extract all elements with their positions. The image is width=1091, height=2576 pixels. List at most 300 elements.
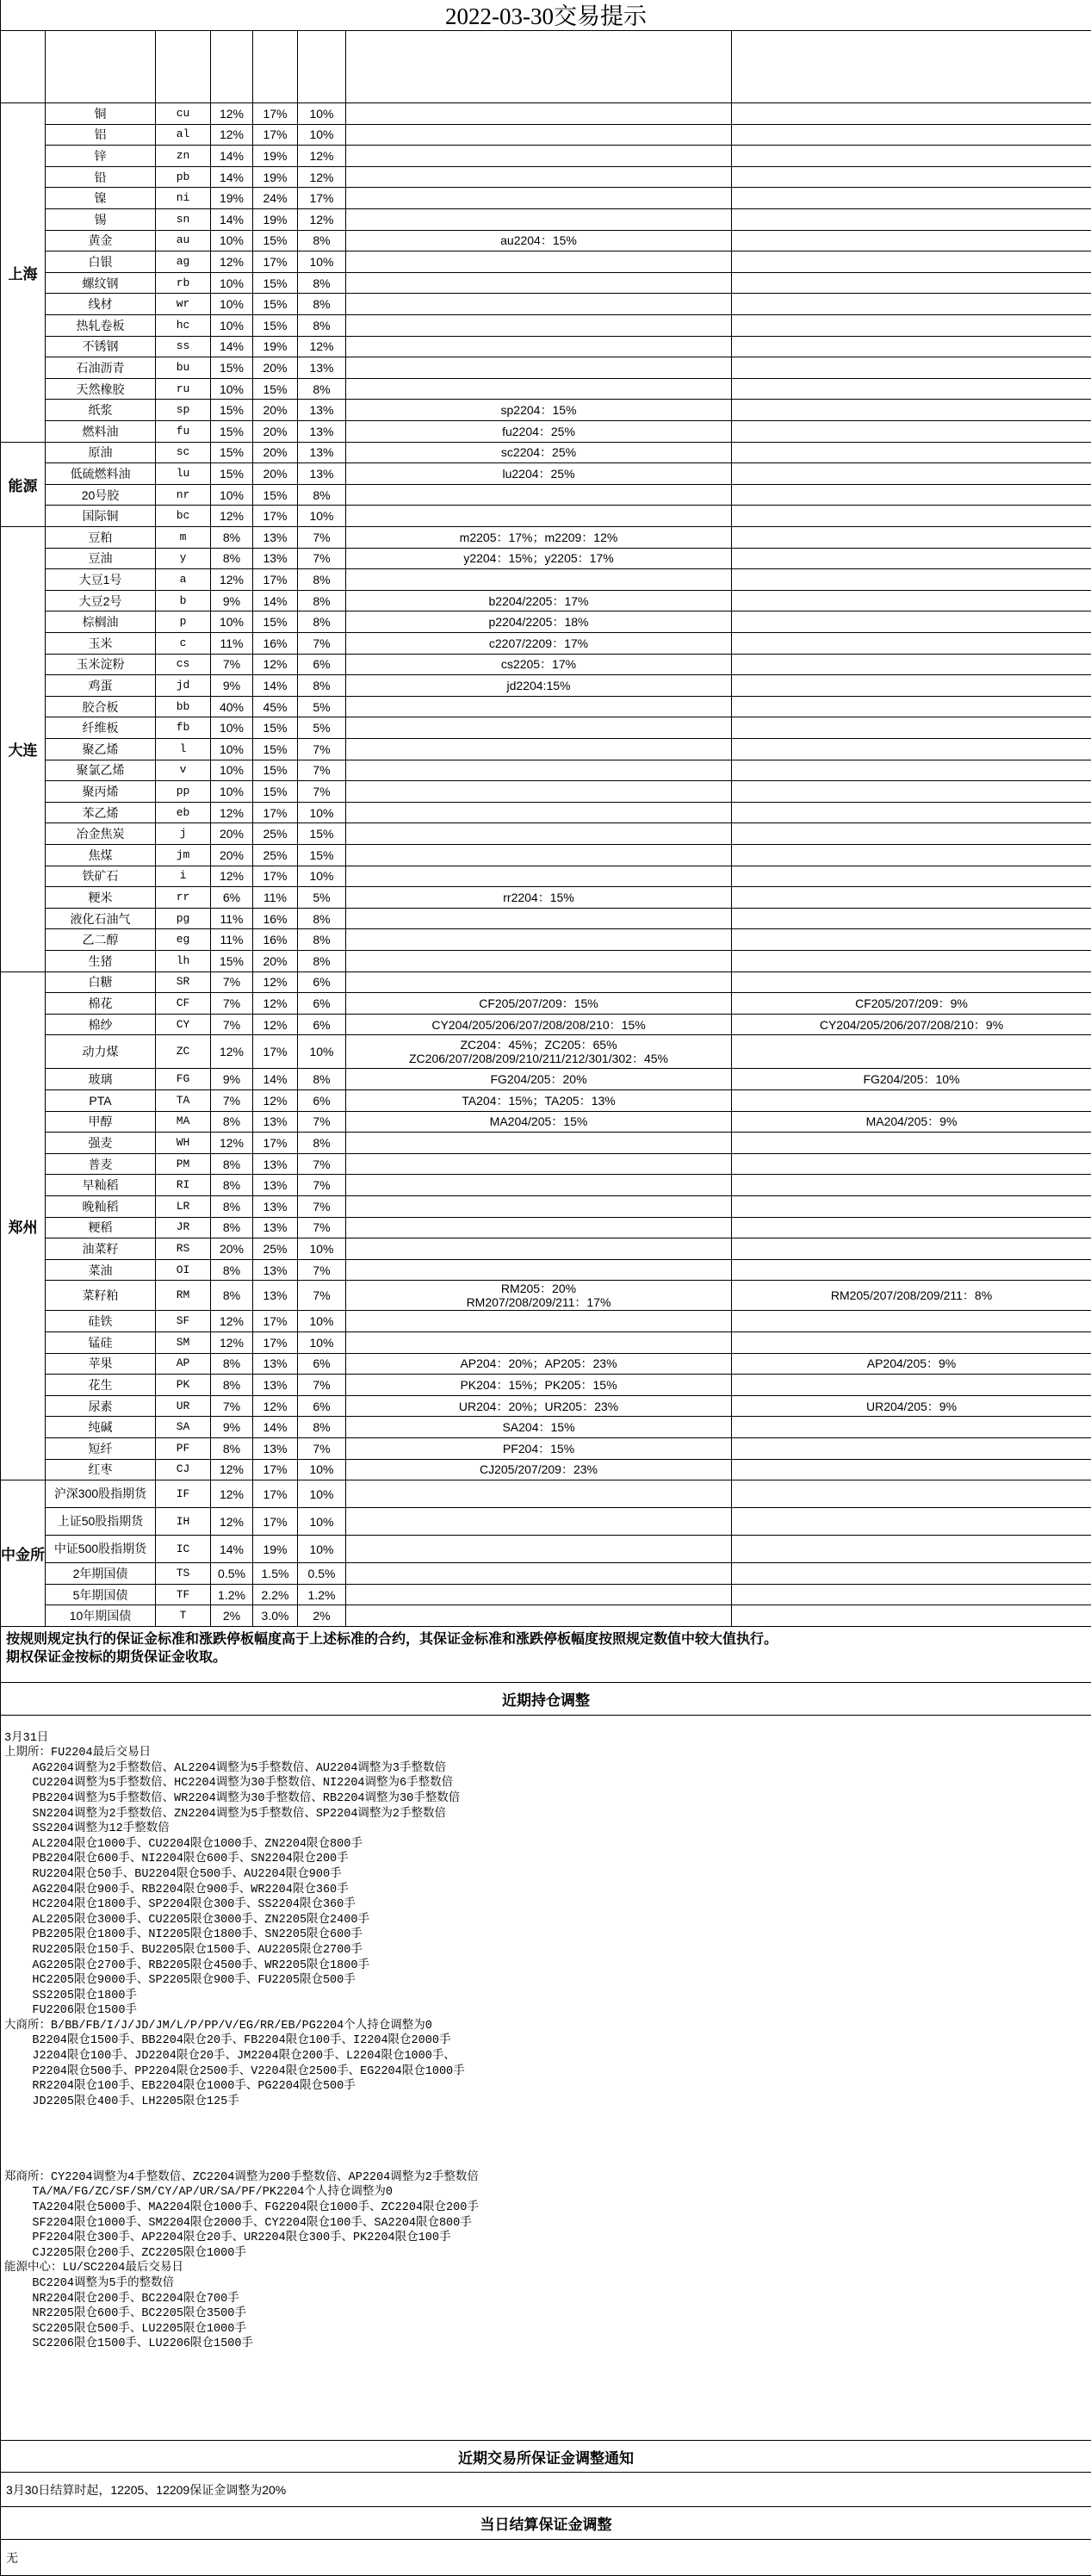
contract-name: 液化石油气 — [46, 909, 156, 930]
adjusted-limit — [732, 1133, 1091, 1154]
exchange-margin: 12% — [211, 569, 253, 591]
limit-range: 6% — [298, 1396, 346, 1418]
contract-code: cs — [156, 655, 211, 676]
exchange-margin: 7% — [211, 1090, 253, 1112]
exchange-margin: 10% — [211, 294, 253, 315]
adjusted-limit — [732, 357, 1091, 379]
position-line: SC2206限仓1500手、LU2206限仓1500手 — [4, 2337, 253, 2351]
adjusted-margin — [346, 781, 732, 803]
contract-name: 晚籼稻 — [46, 1196, 156, 1218]
contract-code: WH — [156, 1133, 211, 1154]
adjusted-limit — [732, 887, 1091, 909]
exchange-margin: 12% — [211, 866, 253, 888]
note-line: 期权保证金按标的期货保证金收取。 — [6, 1650, 227, 1665]
contract-name: 乙二醇 — [46, 929, 156, 951]
limit-range: 8% — [298, 909, 346, 930]
limit-range: 10% — [298, 1480, 346, 1508]
limit-range: 8% — [298, 929, 346, 951]
contract-name: 线材 — [46, 294, 156, 315]
company-margin: 15% — [253, 231, 298, 252]
contract-code: nr — [156, 485, 211, 506]
company-margin: 17% — [253, 1460, 298, 1481]
exchange-margin: 8% — [211, 1218, 253, 1239]
limit-range: 10% — [298, 1035, 346, 1069]
exchange-margin: 0.5% — [211, 1563, 253, 1585]
adjusted-limit — [732, 549, 1091, 570]
adjusted-limit — [732, 1508, 1091, 1536]
contract-code: PK — [156, 1375, 211, 1396]
company-margin: 19% — [253, 167, 298, 189]
limit-range: 8% — [298, 569, 346, 591]
adjusted-margin: p2204/2205：18% — [346, 611, 732, 633]
adjusted-margin: c2207/2209：17% — [346, 633, 732, 655]
company-margin: 12% — [253, 1396, 298, 1418]
contract-name: 锰硅 — [46, 1332, 156, 1354]
position-line: NR2205限仓600手、BC2205限仓3500手 — [4, 2307, 246, 2321]
company-margin: 11% — [253, 887, 298, 909]
adjusted-margin: jd2204:15% — [346, 675, 732, 697]
exchange-margin: 10% — [211, 231, 253, 252]
contract-name: 5年期国债 — [46, 1585, 156, 1606]
limit-range: 12% — [298, 167, 346, 189]
contract-code: y — [156, 549, 211, 570]
contract-code: l — [156, 739, 211, 760]
exchange-margin: 6% — [211, 887, 253, 909]
company-margin: 13% — [253, 1281, 298, 1311]
company-margin: 12% — [253, 993, 298, 1015]
position-line: P2204限仓500手、PP2204限仓2500手、V2204限仓2500手、EG2204限仓1000手 — [4, 2064, 465, 2078]
exchange-margin: 8% — [211, 1260, 253, 1282]
exchange-margin: 10% — [211, 760, 253, 782]
adjusted-margin — [346, 1585, 732, 1606]
exchange-margin: 12% — [211, 1508, 253, 1536]
adjusted-limit — [732, 845, 1091, 866]
contract-code: fu — [156, 421, 211, 443]
contract-name: 生猪 — [46, 951, 156, 972]
contract-code: lh — [156, 951, 211, 972]
limit-range: 7% — [298, 527, 346, 549]
contract-name-header — [46, 31, 156, 103]
company-margin: 1.5% — [253, 1563, 298, 1585]
adjusted-limit — [732, 1417, 1091, 1438]
position-line: B2204限仓1500手、BB2204限仓20手、FB2204限仓100手、I2204限仓2000手 — [4, 2034, 451, 2048]
exchange-header-cell — [1, 31, 46, 103]
adjusted-margin — [346, 251, 732, 273]
position-line: PB2205限仓1800手、NI2205限仓1800手、SN2205限仓600手 — [4, 1928, 363, 1942]
adjusted-margin: AP204：20%；AP205：23% — [346, 1354, 732, 1375]
contract-code: pb — [156, 167, 211, 189]
company-margin: 14% — [253, 591, 298, 612]
company-margin: 17% — [253, 103, 298, 125]
position-line: J2204限仓100手、JD2204限仓20手、JM2204限仓200手、L2204限仓1000手、 — [4, 2050, 456, 2064]
adjusted-limit — [732, 231, 1091, 252]
position-line: AL2204限仓1000手、CU2204限仓1000手、ZN2204限仓800手 — [4, 1837, 363, 1851]
limit-range: 10% — [298, 506, 346, 527]
contract-code: j — [156, 823, 211, 845]
contract-code: wr — [156, 294, 211, 315]
adjusted-limit — [732, 400, 1091, 421]
contract-code: bb — [156, 697, 211, 718]
company-margin: 15% — [253, 294, 298, 315]
position-adjust-title: 近期持仓调整 — [1, 1683, 1091, 1716]
exchange-margin: 8% — [211, 1175, 253, 1196]
adjusted-limit: MA204/205：9% — [732, 1112, 1091, 1133]
contract-code: LR — [156, 1196, 211, 1218]
exchange-margin: 9% — [211, 675, 253, 697]
adjusted-margin — [346, 866, 732, 888]
adjustment-line: ZC204：45%；ZC205：65% — [460, 1038, 617, 1052]
contract-name: 棉花 — [46, 993, 156, 1015]
adjusted-limit: CY204/205/206/207/208/210：9% — [732, 1015, 1091, 1036]
contract-name: 白糖 — [46, 972, 156, 994]
adjusted-margin: sc2204：25% — [346, 443, 732, 464]
adjusted-limit — [732, 569, 1091, 591]
limit-range: 7% — [298, 549, 346, 570]
contract-code: PM — [156, 1154, 211, 1176]
exchange-margin: 7% — [211, 972, 253, 994]
exchange-margin: 12% — [211, 1480, 253, 1508]
limit-range: 7% — [298, 633, 346, 655]
contract-name: 棉纱 — [46, 1015, 156, 1036]
company-margin: 20% — [253, 357, 298, 379]
adjusted-limit — [732, 1175, 1091, 1196]
contract-code: i — [156, 866, 211, 888]
limit-range: 10% — [298, 1536, 346, 1563]
limit-range: 13% — [298, 357, 346, 379]
position-line — [4, 2140, 1091, 2156]
company-margin: 24% — [253, 188, 298, 209]
contract-code: eb — [156, 803, 211, 824]
adjustment-line: RM205：20% — [500, 1282, 577, 1296]
adjusted-margin — [346, 167, 732, 189]
company-margin: 13% — [253, 1260, 298, 1282]
exchange-margin: 2% — [211, 1605, 253, 1627]
contract-code: rr — [156, 887, 211, 909]
adjusted-limit — [732, 146, 1091, 167]
adjusted-margin — [346, 717, 732, 739]
limit-range: 15% — [298, 845, 346, 866]
exchange-margin: 15% — [211, 463, 253, 485]
limit-range: 8% — [298, 1133, 346, 1154]
adjusted-limit — [732, 1260, 1091, 1282]
company-margin: 14% — [253, 675, 298, 697]
adjusted-margin: MA204/205：15% — [346, 1112, 732, 1133]
adjusted-limit — [732, 506, 1091, 527]
contract-code: bc — [156, 506, 211, 527]
contract-code: fb — [156, 717, 211, 739]
adjusted-margin: m2205：17%；m2209：12% — [346, 527, 732, 549]
adjusted-limit — [732, 209, 1091, 231]
position-line: RU2205限仓150手、BU2205限仓1500手、AU2205限仓2700手 — [4, 1943, 363, 1957]
company-margin: 15% — [253, 781, 298, 803]
position-line: FU2206限仓1500手 — [4, 2004, 137, 2018]
contract-name: 黄金 — [46, 231, 156, 252]
adjusted-margin — [346, 1332, 732, 1354]
position-line — [4, 2109, 1091, 2125]
adjusted-limit — [732, 972, 1091, 994]
contract-name: 铜 — [46, 103, 156, 125]
adjusted-margin: fu2204：25% — [346, 421, 732, 443]
exchange-margin: 20% — [211, 1238, 253, 1260]
limit-range: 7% — [298, 739, 346, 760]
limit-range: 0.5% — [298, 1563, 346, 1585]
adjusted-limit — [732, 1218, 1091, 1239]
company-margin: 16% — [253, 929, 298, 951]
position-line: HC2204限仓1800手、SP2204限仓300手、SS2204限仓360手 — [4, 1898, 356, 1912]
limit-range: 6% — [298, 993, 346, 1015]
adjusted-limit — [732, 1460, 1091, 1481]
company-margin: 20% — [253, 443, 298, 464]
company-margin: 17% — [253, 1311, 298, 1332]
exchange-margin: 8% — [211, 1375, 253, 1396]
contract-code: SA — [156, 1417, 211, 1438]
contract-name: 20号胶 — [46, 485, 156, 506]
adjusted-margin — [346, 1238, 732, 1260]
limit-range: 12% — [298, 337, 346, 358]
contract-code: rb — [156, 273, 211, 295]
limit-range: 10% — [298, 803, 346, 824]
adjusted-margin: rr2204：15% — [346, 887, 732, 909]
company-margin: 17% — [253, 803, 298, 824]
adjusted-limit — [732, 1090, 1091, 1112]
adjusted-margin: au2204：15% — [346, 231, 732, 252]
position-line — [4, 1716, 1091, 1731]
contract-name: 早籼稻 — [46, 1175, 156, 1196]
limit-range: 8% — [298, 1417, 346, 1438]
position-line — [4, 2155, 1091, 2170]
contract-code: IC — [156, 1536, 211, 1563]
contract-code: ru — [156, 379, 211, 400]
adjusted-limit — [732, 909, 1091, 930]
adjusted-limit — [732, 1311, 1091, 1332]
contract-name: 大豆2号 — [46, 591, 156, 612]
contract-name: 燃料油 — [46, 421, 156, 443]
limit-range: 8% — [298, 1069, 346, 1090]
limit-range: 7% — [298, 1260, 346, 1282]
company-margin: 19% — [253, 146, 298, 167]
margin-notice-text: 3月30日结算时起，12205、12209保证金调整为20% — [1, 2473, 1091, 2507]
exchange-margin: 14% — [211, 209, 253, 231]
position-line: RR2204限仓100手、EB2204限仓1000手、PG2204限仓500手 — [4, 2080, 356, 2094]
exchange-margin: 20% — [211, 845, 253, 866]
position-line: PF2204限仓300手、AP2204限仓20手、UR2204限仓300手、PK2204限仓100手 — [4, 2231, 451, 2245]
adjusted-margin — [346, 1035, 732, 1069]
adjusted-margin — [346, 209, 732, 231]
company-margin: 15% — [253, 739, 298, 760]
adjusted-limit — [732, 1438, 1091, 1460]
adjusted-limit — [732, 125, 1091, 146]
contract-code: TF — [156, 1585, 211, 1606]
position-adjust-body — [1, 1716, 1091, 2441]
limit-range: 10% — [298, 866, 346, 888]
page-title: 2022-03-30交易提示 — [1, 0, 1091, 31]
exchange-name: 郑州 — [1, 972, 46, 1481]
contract-name: 短纤 — [46, 1438, 156, 1460]
exchange-margin: 15% — [211, 951, 253, 972]
adjusted-margin: FG204/205：20% — [346, 1069, 732, 1090]
adjusted-margin — [346, 146, 732, 167]
exchange-margin: 14% — [211, 167, 253, 189]
adjusted-limit — [732, 951, 1091, 972]
position-line: AG2204限仓900手、RB2204限仓900手、WR2204限仓360手 — [4, 1883, 349, 1896]
limit-range: 8% — [298, 379, 346, 400]
adjusted-limit — [732, 1605, 1091, 1627]
limit-range: 10% — [298, 1311, 346, 1332]
contract-code: sp — [156, 400, 211, 421]
adjusted-limit — [732, 823, 1091, 845]
contract-name: 上证50股指期货 — [46, 1508, 156, 1536]
adjusted-margin — [346, 1480, 732, 1508]
company-margin: 12% — [253, 972, 298, 994]
adjusted-limit — [732, 379, 1091, 400]
exchange-margin: 12% — [211, 1460, 253, 1481]
exchange-margin: 20% — [211, 823, 253, 845]
company-margin: 13% — [253, 549, 298, 570]
adjusted-limit — [732, 1154, 1091, 1176]
adjusted-margin — [346, 845, 732, 866]
adjusted-limit — [732, 1563, 1091, 1585]
contract-code: IF — [156, 1480, 211, 1508]
adjusted-margin — [346, 273, 732, 295]
company-margin: 13% — [253, 1175, 298, 1196]
contract-name: 2年期国债 — [46, 1563, 156, 1585]
contract-name: 石油沥青 — [46, 357, 156, 379]
company-margin: 13% — [253, 527, 298, 549]
position-line: HC2205限仓9000手、SP2205限仓900手、FU2205限仓500手 — [4, 1974, 356, 1988]
limit-range-header — [298, 31, 346, 103]
adjusted-limit — [732, 633, 1091, 655]
adjusted-limit — [732, 611, 1091, 633]
contract-name: 焦煤 — [46, 845, 156, 866]
limit-range: 8% — [298, 315, 346, 337]
adjusted-limit — [732, 655, 1091, 676]
adjusted-margin: CF205/207/209：15% — [346, 993, 732, 1015]
position-line: TA2204限仓5000手、MA2204限仓1000手、FG2204限仓1000手、ZC2204限仓200手 — [4, 2201, 479, 2214]
company-margin: 14% — [253, 1069, 298, 1090]
adjusted-margin — [346, 337, 732, 358]
contract-name: 玉米淀粉 — [46, 655, 156, 676]
contract-name: 低硫燃料油 — [46, 463, 156, 485]
company-margin: 20% — [253, 421, 298, 443]
adjusted-margin — [346, 485, 732, 506]
limit-range: 10% — [298, 125, 346, 146]
position-line — [4, 2125, 1091, 2140]
exchange-margin: 15% — [211, 400, 253, 421]
exchange-margin: 8% — [211, 1154, 253, 1176]
exchange-margin: 9% — [211, 1069, 253, 1090]
exchange-margin: 12% — [211, 506, 253, 527]
contract-name: 玻璃 — [46, 1069, 156, 1090]
contract-code: au — [156, 231, 211, 252]
adjusted-margin: b2204/2205：17% — [346, 591, 732, 612]
exchange-margin: 10% — [211, 273, 253, 295]
exchange-margin: 8% — [211, 1112, 253, 1133]
contract-name: 纯碱 — [46, 1417, 156, 1438]
contract-code: a — [156, 569, 211, 591]
contract-code: pg — [156, 909, 211, 930]
exchange-margin: 12% — [211, 1035, 253, 1069]
contract-name: 中证500股指期货 — [46, 1536, 156, 1563]
contract-name: 豆粕 — [46, 527, 156, 549]
contract-code: TS — [156, 1563, 211, 1585]
limit-range: 1.2% — [298, 1585, 346, 1606]
adjusted-limit — [732, 103, 1091, 125]
contract-name: 棕榈油 — [46, 611, 156, 633]
adjusted-limit — [732, 1035, 1091, 1069]
contract-name: 纤维板 — [46, 717, 156, 739]
limit-range: 7% — [298, 781, 346, 803]
company-margin: 17% — [253, 1035, 298, 1069]
adjusted-margin: CY204/205/206/207/208/208/210：15% — [346, 1015, 732, 1036]
adjusted-margin — [346, 103, 732, 125]
position-line: BC2204调整为5手的整数倍 — [4, 2276, 175, 2290]
adjusted-margin — [346, 803, 732, 824]
position-line: CU2204调整为5手整数倍、HC2204调整为30手整数倍、NI2204调整为6手整数倍 — [4, 1777, 454, 1791]
contract-code: m — [156, 527, 211, 549]
adjusted-margin — [346, 760, 732, 782]
company-margin: 16% — [253, 909, 298, 930]
exchange-margin: 15% — [211, 421, 253, 443]
company-margin: 3.0% — [253, 1605, 298, 1627]
limit-range: 7% — [298, 1281, 346, 1311]
adjusted-limit — [732, 675, 1091, 697]
company-margin: 17% — [253, 506, 298, 527]
adjusted-limit — [732, 591, 1091, 612]
limit-range: 12% — [298, 209, 346, 231]
contract-name: 玉米 — [46, 633, 156, 655]
contract-code: RI — [156, 1175, 211, 1196]
adjusted-margin — [346, 506, 732, 527]
position-line: SF2204限仓1000手、SM2204限仓2000手、CY2204限仓100手、SA2204限仓800手 — [4, 2216, 472, 2230]
adjusted-limit — [732, 443, 1091, 464]
limit-range: 6% — [298, 1015, 346, 1036]
position-line: AG2204调整为2手整数倍、AL2204调整为5手整数倍、AU2204调整为3手整数倍 — [4, 1761, 447, 1775]
exchange-margin: 10% — [211, 485, 253, 506]
company-margin: 13% — [253, 1354, 298, 1375]
contract-code: JR — [156, 1218, 211, 1239]
contract-code: MA — [156, 1112, 211, 1133]
adjusted-limit — [732, 697, 1091, 718]
contract-name: 粳米 — [46, 887, 156, 909]
position-line: PB2204限仓600手、NI2204限仓600手、SN2204限仓200手 — [4, 1853, 349, 1866]
exchange-margin: 8% — [211, 549, 253, 570]
exchange-margin: 10% — [211, 717, 253, 739]
contract-code: CJ — [156, 1460, 211, 1481]
contract-name: 甲醇 — [46, 1112, 156, 1133]
contract-code: lu — [156, 463, 211, 485]
adjusted-limit — [732, 760, 1091, 782]
limit-range: 8% — [298, 675, 346, 697]
exchange-margin: 40% — [211, 697, 253, 718]
adjusted-limit — [732, 315, 1091, 337]
contract-code: T — [156, 1605, 211, 1627]
adjusted-limit — [732, 929, 1091, 951]
exchange-margin: 10% — [211, 739, 253, 760]
company-margin: 17% — [253, 866, 298, 888]
contract-name: 天然橡胶 — [46, 379, 156, 400]
contract-name: 粳稻 — [46, 1218, 156, 1239]
limit-range: 13% — [298, 463, 346, 485]
adjusted-limit — [732, 527, 1091, 549]
company-margin: 25% — [253, 823, 298, 845]
exchange-margin: 12% — [211, 251, 253, 273]
adjusted-limit — [732, 337, 1091, 358]
contract-code: ag — [156, 251, 211, 273]
adjusted-limit — [732, 739, 1091, 760]
limit-range: 5% — [298, 717, 346, 739]
contract-code: ni — [156, 188, 211, 209]
adjusted-limit — [732, 421, 1091, 443]
